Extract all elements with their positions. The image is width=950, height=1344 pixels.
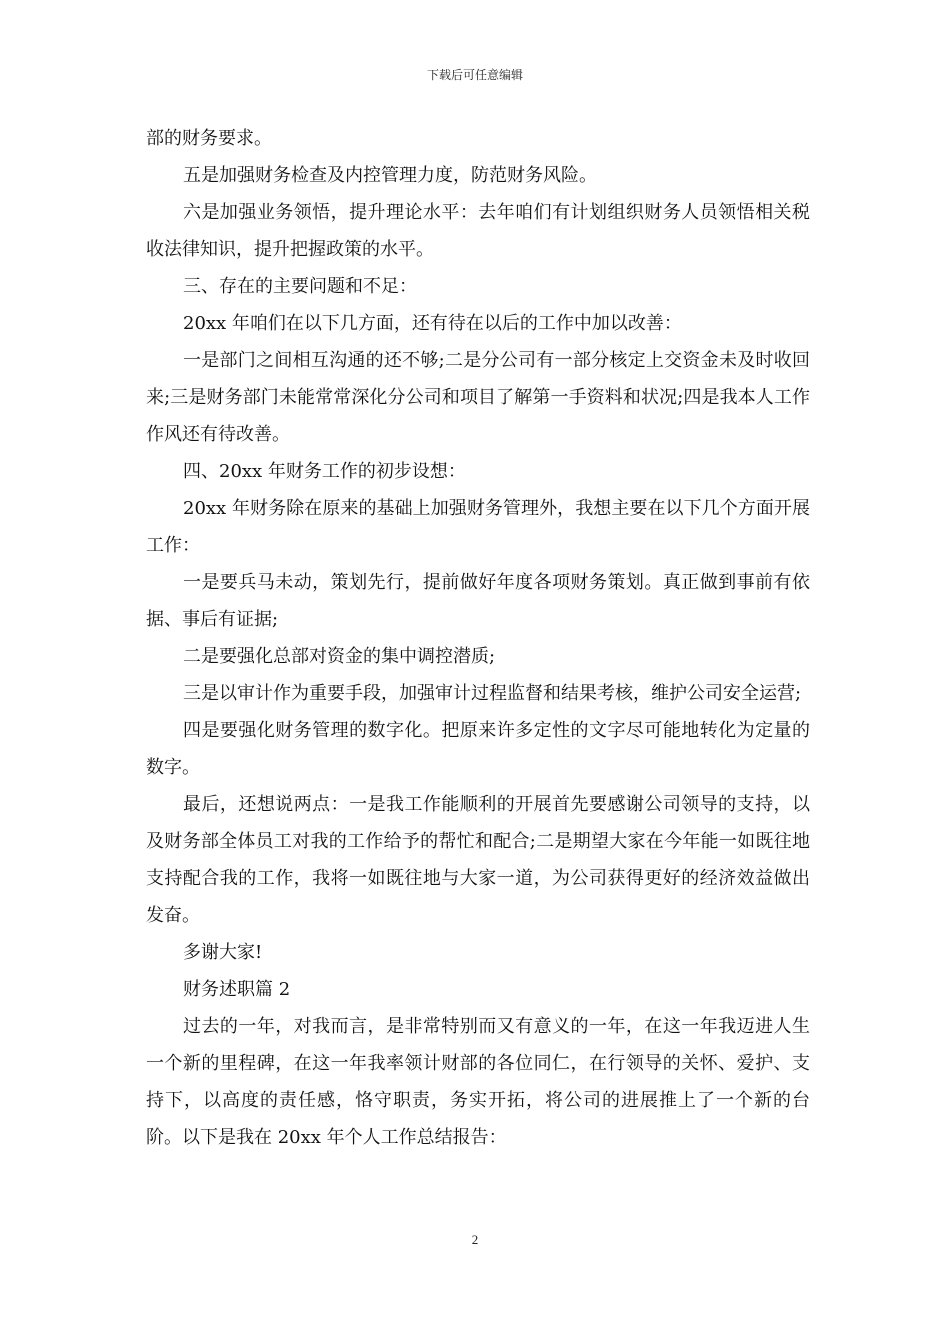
section-heading: 四、20xx 年财务工作的初步设想：: [183, 461, 466, 482]
page-number: 2: [471, 1232, 479, 1247]
paragraph: 三是以审计作为重要手段，加强审计过程监督和结果考核，维护公司安全运营;: [183, 683, 802, 704]
paragraph: 五是加强财务检查及内控管理力度，防范财务风险。: [183, 165, 597, 186]
paragraph: 部的财务要求。: [146, 128, 272, 149]
paragraph: 过去的一年，对我而言，是非常特别而又有意义的一年，在这一年我迈进人生一个新的里程碑，在这一年我率领计财部的各位同仁，在行领导的关怀、爱护、支持下，以高度的责任感，恪守职责，务实开拓，将公司的进展推上了一个新的台阶。以下是我在 20xx 年个人工作总结报告：: [146, 1016, 810, 1148]
document-body: [146, 120, 810, 1156]
paragraph: 一是部门之间相互沟通的还不够;二是分公司有一部分核定上交资金未及时收回来;三是财务部门未能常常深化分公司和项目了解第一手资料和状况;四是我本人工作作风还有待改善。: [146, 350, 810, 445]
paragraph: 最后，还想说两点：一是我工作能顺利的开展首先要感谢公司领导的支持，以及财务部全体员工对我的工作给予的帮忙和配合;二是期望大家在今年能一如既往地支持配合我的工作，我将一如既往地与大家一道，为公司获得更好的经济效益做出发奋。: [146, 794, 810, 926]
paragraph: 四是要强化财务管理的数字化。把原来许多定性的文字尽可能地转化为定量的数字。: [146, 720, 810, 778]
paragraph: 一是要兵马未动，策划先行，提前做好年度各项财务策划。真正做到事前有依据、事后有证据;: [146, 572, 810, 630]
paragraph: 20xx 年咱们在以下几方面，还有待在以后的工作中加以改善：: [183, 313, 682, 334]
page-header: 下载后可任意编辑: [426, 68, 523, 82]
section-heading: 三、存在的主要问题和不足：: [183, 276, 417, 297]
paragraph: 20xx 年财务除在原来的基础上加强财务管理外，我想主要在以下几个方面开展工作：: [146, 498, 810, 556]
paragraph: 多谢大家!: [183, 942, 263, 963]
section-title: 财务述职篇 2: [183, 979, 291, 1000]
paragraph: 六是加强业务领悟，提升理论水平：去年咱们有计划组织财务人员领悟相关税收法律知识，提升把握政策的水平。: [146, 202, 810, 260]
paragraph: 二是要强化总部对资金的集中调控潜质;: [183, 646, 496, 667]
